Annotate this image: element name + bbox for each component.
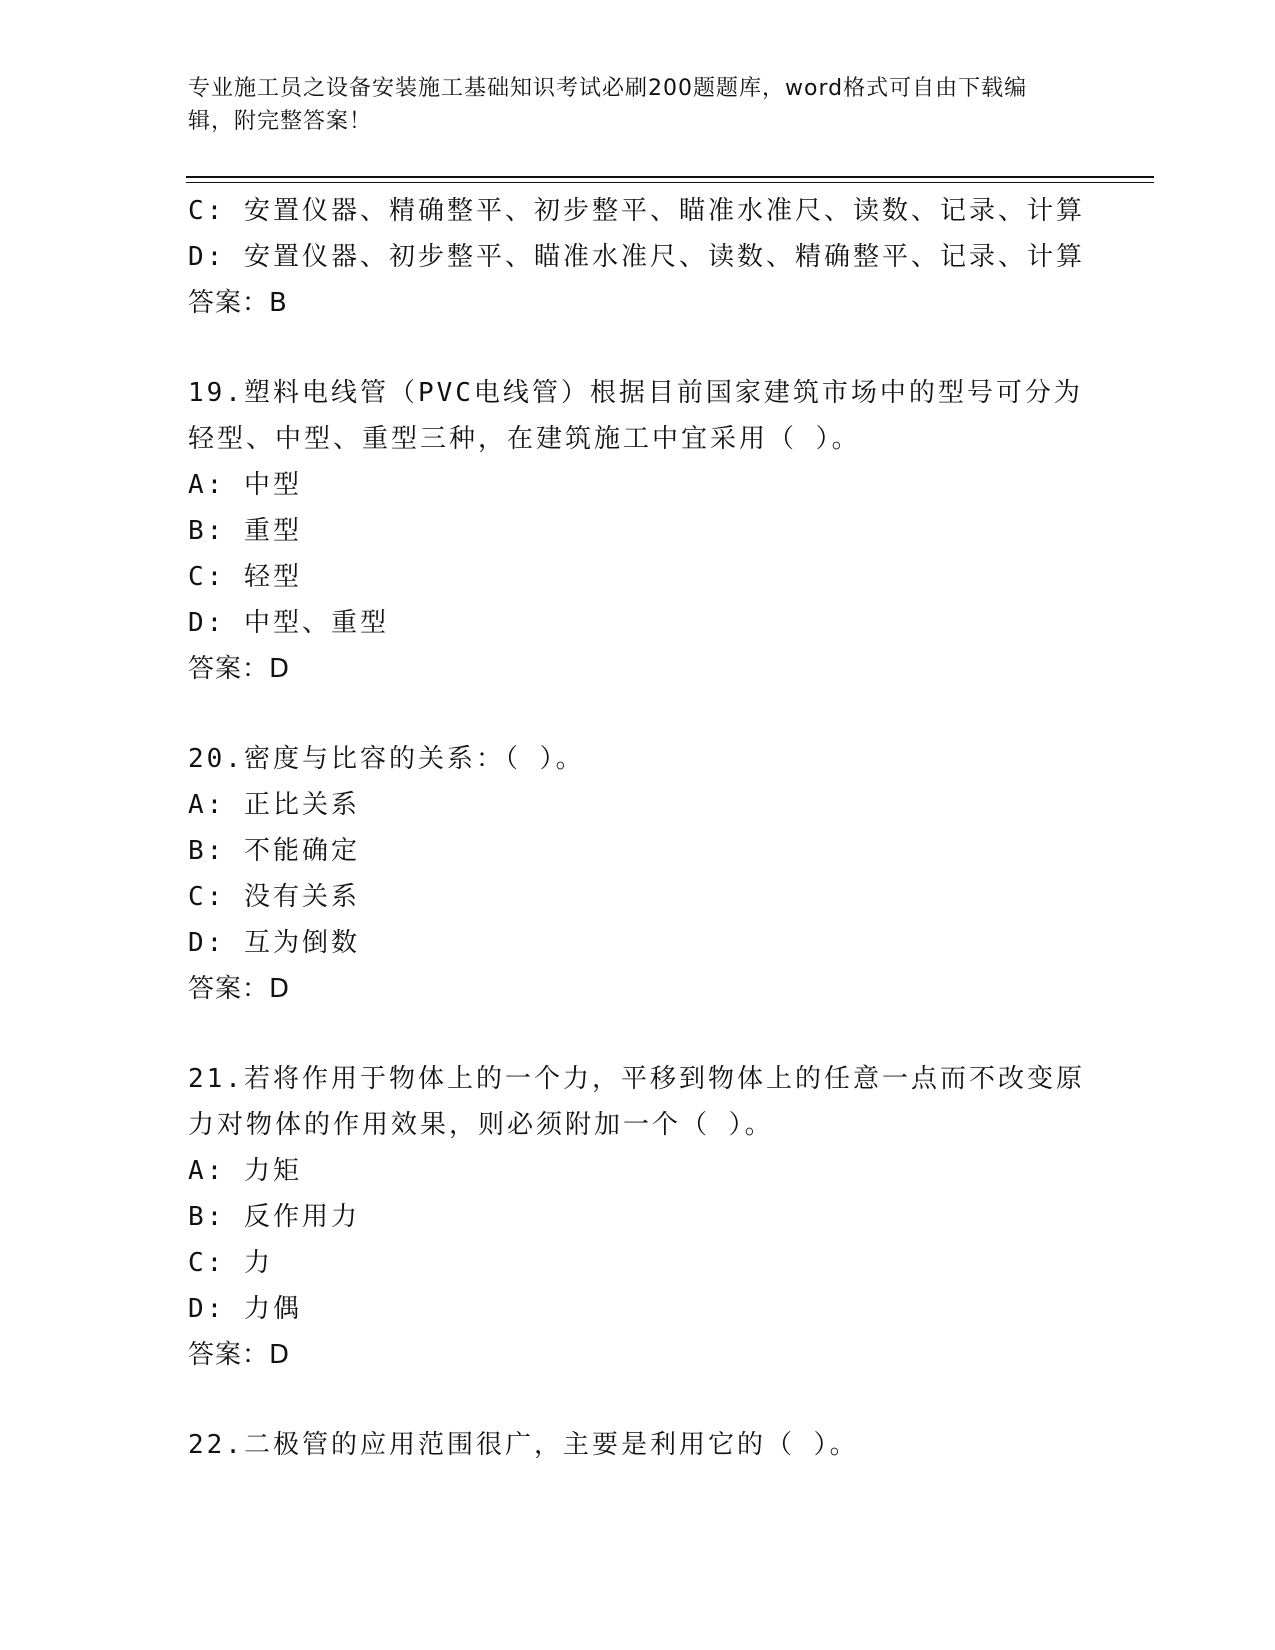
document-header: 专业施工员之设备安装施工基础知识考试必刷200题题库，word格式可自由下载编辑，附完整答案！: [188, 76, 1028, 134]
option-c: C: 没有关系: [188, 882, 360, 912]
header-divider-thick: [186, 176, 1154, 178]
option-c: C: 力: [188, 1248, 273, 1278]
question-19: [188, 370, 1088, 692]
answer-line: 答案：D: [188, 654, 291, 684]
option-c: C: 轻型: [188, 562, 302, 592]
question-stem: 19.塑料电线管（PVC电线管）根据目前国家建筑市场中的型号可分为: [188, 378, 1083, 408]
header-divider-thin: [186, 182, 1154, 183]
option-a: A: 力矩: [188, 1156, 302, 1186]
option-d: D: 互为倒数: [188, 928, 360, 958]
question-stem: 力对物体的作用效果，则必须附加一个（ ）。: [188, 1110, 774, 1140]
option-c: C: 安置仪器、精确整平、初步整平、瞄准水准尺、读数、记录、计算: [188, 196, 1085, 226]
question-22: [188, 1422, 1088, 1468]
option-a: A: 中型: [188, 470, 302, 500]
answer-line: 答案：D: [188, 1340, 291, 1370]
option-b: B: 不能确定: [188, 836, 360, 866]
question-stem: 20.密度与比容的关系：（ ）。: [188, 744, 585, 774]
answer-line: 答案：D: [188, 974, 291, 1004]
question-stem: 22.二极管的应用范围很广，主要是利用它的（ ）。: [188, 1430, 859, 1460]
answer-line: 答案：B: [188, 288, 288, 318]
question-20: [188, 736, 1088, 1012]
option-a: A: 正比关系: [188, 790, 360, 820]
question-stem: 轻型、中型、重型三种，在建筑施工中宜采用（ ）。: [188, 424, 861, 454]
option-b: B: 反作用力: [188, 1202, 360, 1232]
option-d: D: 中型、重型: [188, 608, 389, 638]
option-d: D: 安置仪器、初步整平、瞄准水准尺、读数、精确整平、记录、计算: [188, 242, 1085, 272]
question-21: [188, 1056, 1088, 1378]
option-b: B: 重型: [188, 516, 302, 546]
question-stem: 21.若将作用于物体上的一个力，平移到物体上的任意一点而不改变原: [188, 1064, 1085, 1094]
option-d: D: 力偶: [188, 1294, 302, 1324]
document-body: [188, 188, 1088, 1468]
